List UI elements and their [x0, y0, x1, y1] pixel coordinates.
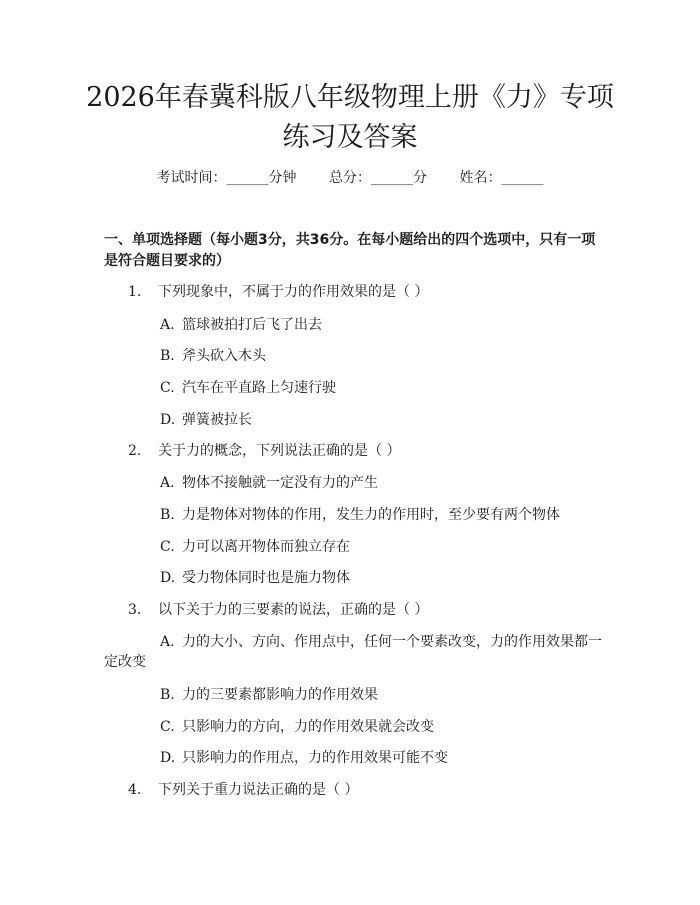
name-field: 姓名：______	[459, 170, 544, 186]
question-3-option-b	[160, 685, 378, 705]
question-number: 2.	[128, 443, 142, 459]
option-letter: D.	[160, 750, 176, 766]
question-1	[128, 282, 428, 302]
question-1-option-b	[160, 346, 266, 366]
question-3-option-a-continuation: 定改变	[104, 654, 146, 670]
option-text: 只影响力的方向，力的作用效果就会改变	[182, 719, 434, 735]
option-letter: D.	[160, 570, 176, 586]
option-letter: B.	[160, 687, 175, 703]
question-number: 3.	[128, 602, 142, 618]
question-2-option-d	[160, 568, 350, 588]
option-text: 力的大小、方向、作用点中，任何一个要素改变，力的作用效果都一	[182, 634, 602, 650]
option-text: 只影响力的作用点，力的作用效果可能不变	[182, 750, 448, 766]
title-line-1: 2026年春冀科版八年级物理上册《力》专项	[86, 82, 614, 113]
option-letter: B.	[160, 507, 175, 523]
option-text: 力的三要素都影响力的作用效果	[182, 687, 378, 703]
document-title	[60, 78, 640, 158]
option-text: 力可以离开物体而独立存在	[182, 539, 350, 555]
question-4	[128, 780, 358, 800]
option-text: 篮球被拍打后飞了出去	[182, 317, 322, 333]
question-text: 以下关于力的三要素的说法，正确的是（ ）	[158, 602, 429, 618]
option-letter: C.	[160, 719, 175, 735]
question-1-option-d	[160, 410, 252, 430]
total-score-field: 总分：______分	[329, 170, 427, 186]
option-text: 物体不接触就一定没有力的产生	[182, 475, 378, 491]
question-2	[128, 441, 400, 461]
option-letter: A.	[160, 475, 175, 491]
exam-time-field: 考试时间：______分钟	[156, 170, 297, 186]
option-letter: C.	[160, 539, 175, 555]
question-text: 下列现象中，不属于力的作用效果的是（ ）	[158, 284, 429, 300]
question-2-option-a	[160, 473, 378, 493]
option-letter: D.	[160, 412, 176, 428]
question-1-option-c	[160, 378, 336, 398]
option-text: 汽车在平直路上匀速行驶	[182, 380, 336, 396]
option-letter: A.	[160, 317, 175, 333]
option-text: 受力物体同时也是施力物体	[182, 570, 350, 586]
option-letter: C.	[160, 380, 175, 396]
question-3-option-a	[160, 632, 602, 652]
option-text: 力是物体对物体的作用，发生力的作用时，至少要有两个物体	[182, 507, 560, 523]
exam-meta	[0, 168, 700, 188]
question-2-option-b	[160, 505, 560, 525]
question-3-option-d	[160, 748, 448, 768]
question-2-option-c	[160, 537, 350, 557]
question-3-option-c	[160, 717, 434, 737]
question-text: 下列关于重力说法正确的是（ ）	[158, 782, 359, 798]
question-1-option-a	[160, 315, 322, 335]
option-letter: B.	[160, 348, 175, 364]
section-heading: 一、单项选择题（每小题3分，共36分。在每小题给出的四个选项中，只有一项是符合题目要求的）	[104, 232, 596, 269]
question-number: 4.	[128, 782, 142, 798]
option-text: 斧头砍入木头	[182, 348, 266, 364]
option-letter: A.	[160, 634, 175, 650]
question-number: 1.	[128, 284, 142, 300]
question-text: 关于力的概念，下列说法正确的是（ ）	[158, 443, 401, 459]
question-3	[128, 600, 428, 620]
option-text: 弹簧被拉长	[182, 412, 252, 428]
title-line-2: 练习及答案	[282, 122, 418, 153]
